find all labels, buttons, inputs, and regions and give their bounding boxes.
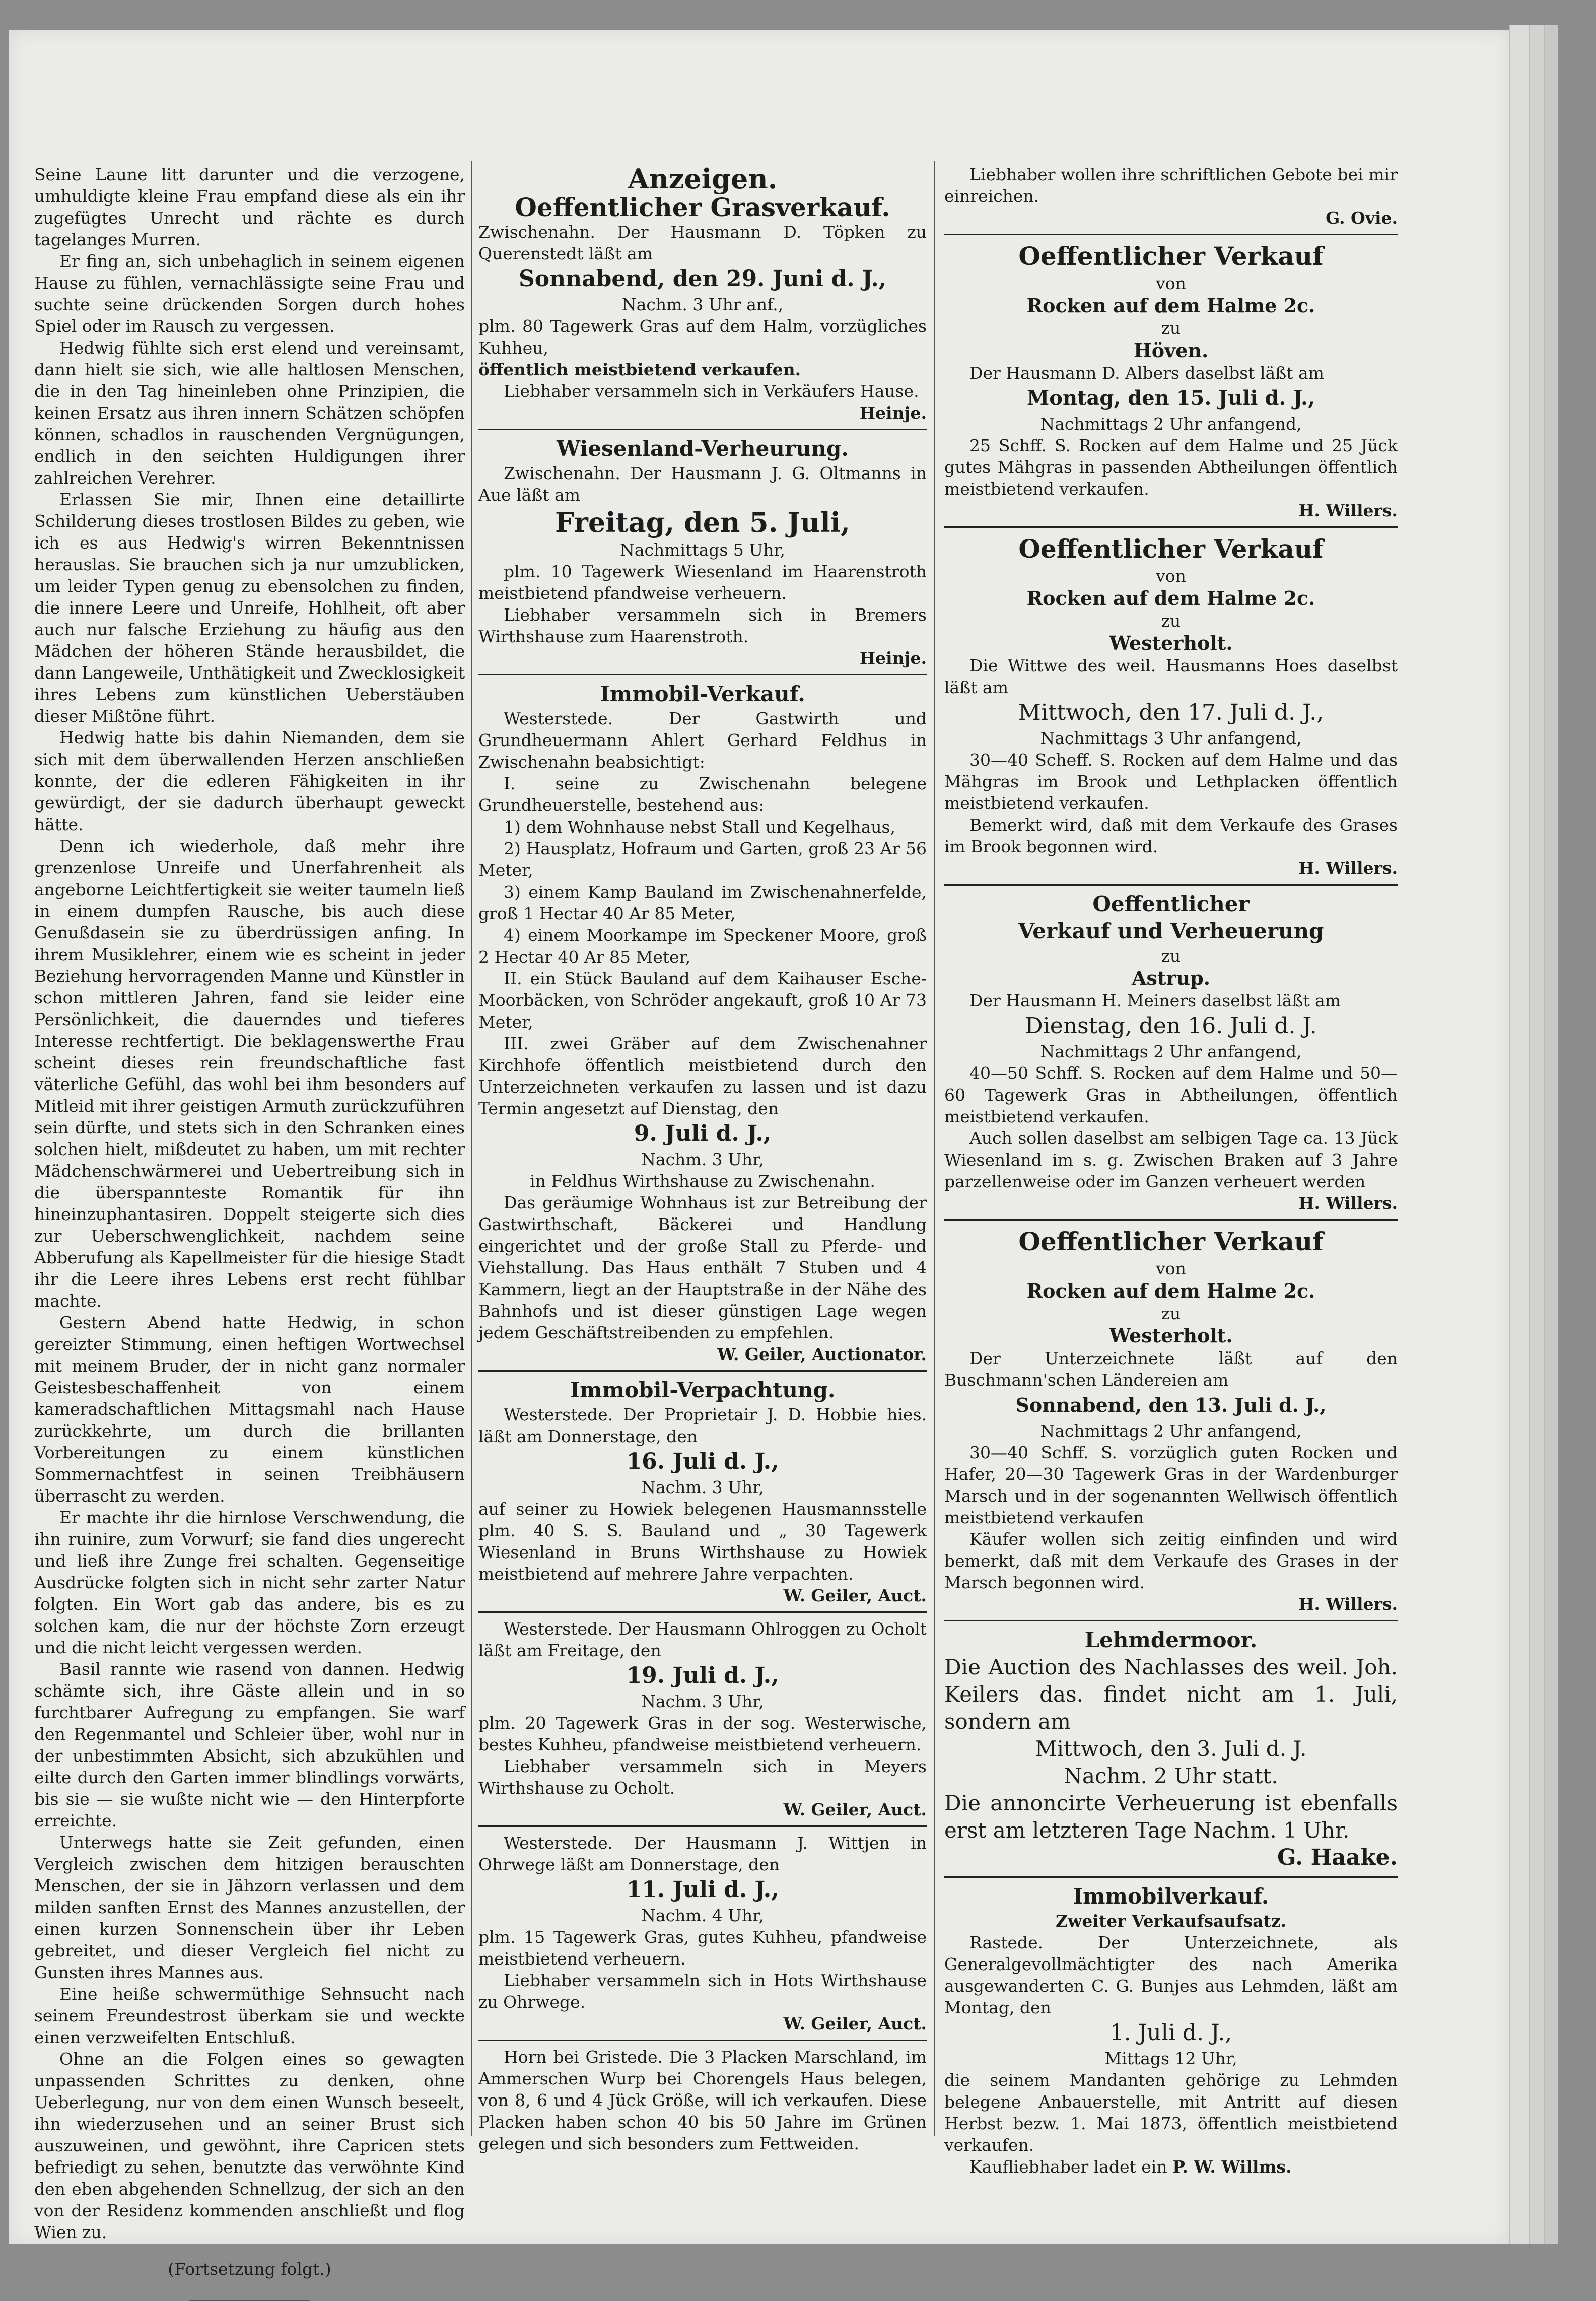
ads-column [944, 164, 1398, 2178]
story-paragraph: Seine Laune litt darunter und die verzogene, umhuldigte kleine Frau empfand diese als ein ihr zugefügtes Unrecht und rächte es durch tagelanges Murren. [34, 165, 465, 249]
ad-time: Nachmittags 5 Uhr, [619, 540, 786, 560]
ad-text: plm. 20 Tagewerk Gras in der sog. Westerwische, bestes Kuhheu, pfandweise meistbietend verheuern. [478, 1713, 927, 1754]
ad-time: Nachm. 3 Uhr anf., [621, 295, 784, 314]
ad-divider [478, 2040, 927, 2041]
ad-signature: H. Willers. [1298, 501, 1398, 520]
ad-date: 1. Juli d. J., [1109, 2020, 1232, 2046]
ad-text: Liebhaber wollen ihre schriftlichen Gebote bei mir einreichen. [944, 165, 1398, 206]
ad-text [944, 2156, 1398, 2178]
ad-text: Rastede. Der Unterzeichnete, als Generalgevollmächtigter des nach Amerika ausgewanderten C. G. Bunjes aus Lehmden, läßt am Montag, den [944, 1933, 1398, 2017]
ad-time: Nachmittags 3 Uhr anfangend, [1040, 728, 1302, 748]
ad-signature: H. Willers. [1298, 1193, 1398, 1213]
page-edge [1544, 25, 1558, 2244]
ad-title: Wiesenland-Verheurung. [556, 436, 849, 461]
ad-text: plm. 80 Tagewerk Gras auf dem Halm, vorzügliches Kuhheu, [478, 316, 927, 358]
ad-text: 40—50 Schff. S. Rocken auf dem Halme und 50—60 Tagewerk Gras in Abtheilungen, öffentlich meistbietend verkaufen. [944, 1063, 1398, 1126]
ad-divider [944, 234, 1398, 235]
ad-time: Nachmittags 2 Uhr anfangend, [1040, 1421, 1302, 1441]
ad-signature: W. Geiler, Auct. [783, 1586, 927, 1605]
ad-text: Das geräumige Wohnhaus ist zur Betreibung der Gastwirthschaft, Bäckerei und Handlung eingerichtet und der große Stall zu Pferde- und Viehstallung. Das Haus enthält 7 Stuben und 4 Kammern, liegt an der Hauptstraße in der Nähe des Bahnhofs und ist dieser günstigen Lage wegen jedem Geschäftstreibenden zu empfehlen. [478, 1193, 927, 1342]
ad-divider [478, 1611, 927, 1613]
ad-text: von [1156, 1259, 1186, 1278]
story-paragraph: Gestern Abend hatte Hedwig, in schon gereizter Stimmung, einen heftigen Wortwechsel mit meinem Bruder, der in nicht ganz normaler Geistesbeschaffenheit von einem kameradschaftlichen Mittagsmahl nach Hause zurückkehrte, um durch die brillanten Vorbereitungen zu einem künstlichen Sommernachtfest in seinen Treibhäusern überrascht zu werden. [34, 1313, 465, 1506]
ad-divider [944, 1219, 1398, 1221]
story-paragraph: Denn ich wiederhole, daß mehr ihre grenzenlose Unreife und Unerfahrenheit als angeborne Leichtfertigkeit sie weiter taumeln ließ in einem dumpfen Rausche, bis auch diese Genußdasein sie zu überdrüssigen anfing. In ihrem Musiklehrer, einem wie es scheint in jeder Beziehung hervorragenden Manne und Künstler in schon mittleren Jahren, fand sie leider eine Persönlichkeit, die dauerndes und tieferes Interesse rechtfertigt. Die beklagenswerthe Frau scheint dieses rein freundschaftliche fast väterliche Gefühl, das wohl bei ihm besonders auf Mitleid mit ihrer geistigen Armuth zurückzuführen sein dürfte, und stets sich in den Schranken eines solchen hielt, mißdeutet zu haben, um mit rechter Mädchenschwärmerei und Uebertreibung sich in die überspannteste Romantik für ihn hineinzuphantasiren. Doppelt steigerte sich dies zur Ueberschwenglichkeit, nachdem seine Abberufung als Kapellmeister für die hiesige Stadt ihr die Leere ihres Lebens erst recht fühlbar machte. [34, 836, 465, 1311]
ad-title: Immobilverkauf. [1073, 1884, 1269, 1909]
ad-text: die seinem Mandanten gehörige zu Lehmden belegene Anbauerstelle, mit Antritt auf diesen Herbst bezw. 1. Mai 1873, öffentlich meistbietend verkaufen. [944, 2070, 1398, 2155]
ad-text: zu [1161, 611, 1181, 631]
ad-date: Montag, den 15. Juli d. J., [1026, 386, 1315, 410]
ad-time: Nachm. 3 Uhr, [641, 1477, 764, 1497]
ad-text: öffentlich meistbietend verkaufen. [478, 360, 801, 379]
ad-text: Die Wittwe des weil. Hausmanns Hoes daselbst läßt am [944, 656, 1398, 697]
ad-place: Astrup. [1132, 967, 1210, 989]
ad-text: zu [1161, 946, 1181, 966]
story-paragraph: Erlassen Sie mir, Ihnen eine detaillirte Schilderung dieses trostlosen Bildes zu geben, wie ich es aus Hedwig's wirren Bekenntnissen herauslas. Sie brauchen sich ja nur umzublicken, um leider Typen genug zu ebensolchen zu finden, die innere Leere und Unreife, Hohlheit, oft aber auch nur falsche Erziehung zu häufig aus den Mädchen der höheren Stände herausbildet, die dann Langeweile, Unthätigkeit und Zwecklosigkeit ihres Lebens zum künstlichen Ueberstäuben dieser Mißtöne führt. [34, 490, 465, 726]
ad-date: 19. Juli d. J., [626, 1663, 779, 1688]
ad-time: Nachm. 3 Uhr, [641, 1691, 764, 1711]
ad-text: Der Hausmann D. Albers daselbst läßt am [969, 363, 1324, 383]
ad-signature: P. W. Willms. [1172, 2157, 1292, 2177]
ad-subtitle: Rocken auf dem Halme 2c. [1026, 587, 1315, 610]
section-heading: Anzeigen. [628, 163, 778, 195]
ad-text: in Feldhus Wirthshause zu Zwischenahn. [530, 1171, 875, 1191]
ad-text: 30—40 Schff. S. vorzüglich guten Rocken und Hafer, 20—30 Tagewerk Gras in der Wardenburger Marsch und in der sogenannten Wellwisch öffentlich meistbietend verkaufen [944, 1443, 1398, 1527]
ad-signature: H. Willers. [1298, 1594, 1398, 1614]
ad-text: Der Hausmann H. Meiners daselbst läßt am [969, 991, 1341, 1010]
ad-title: Oeffentlicher Verkauf [1018, 1227, 1324, 1256]
story-paragraph: Basil rannte wie rasend von dannen. Hedwig schämte sich, ihre Gäste allein und in so furchtbarer Aufregung zu empfangen. Sie warf den Regenmantel und Schleier über, wohl nur in der unbestimmten Absicht, sich abzukühlen und eilte durch den Garten immer blindlings vorwärts, bis sie — sie wußte nicht wie — den Hinterpforte erreichte. [34, 1659, 465, 1831]
ad-divider [478, 674, 927, 675]
ad-place: Westerholt. [1109, 632, 1233, 654]
ad-time: Nachmittags 2 Uhr anfangend, [1040, 1042, 1302, 1061]
ad-date: Mittwoch, den 3. Juli d. J. [1035, 1736, 1307, 1761]
ad-closing: Kaufliebhaber ladet ein [969, 2157, 1167, 2177]
ad-time: Nachmittags 2 Uhr anfangend, [1040, 414, 1302, 434]
column-rule [471, 161, 472, 2136]
ad-signature: H. Willers. [1298, 858, 1398, 878]
ad-signature: Heinje. [859, 648, 927, 668]
ad-divider [478, 1825, 927, 1827]
ad-text: Westerstede. Der Hausmann J. Wittjen in Ohrwege läßt am Donnerstage, den [478, 1833, 927, 1874]
ad-divider [478, 429, 927, 430]
story-paragraph: Unterwegs hatte sie Zeit gefunden, einen Vergleich zwischen dem hitzigen berauschten Menschen, der sie in Jähzorn verlassen und dem milden sanften Ernst des Mannes anzustellen, der einen kurzen Sonnenschein über ihr Leben gebreitet, und dieser Vergleich fiel nicht zu Gunsten ihres Mannes aus. [34, 1833, 465, 1982]
ad-title: Oeffentlicher Verkauf [1018, 241, 1324, 271]
ad-text: plm. 10 Tagewerk Wiesenland im Haarenstroth meistbietend pfandweise verheuern. [478, 562, 927, 603]
ad-place: Westerholt. [1109, 1324, 1233, 1347]
story-paragraph: Er fing an, sich unbehaglich in seinem eigenen Hause zu fühlen, vernachlässigte seine Frau und suchte seine drückenden Sorgen durch hohes Spiel oder im Rausch zu vergessen. [34, 251, 465, 336]
story-paragraph: Hedwig fühlte sich erst elend und vereinsamt, dann hielt sie sich, wie alle haltlosen Menschen, die in den Tag hineinleben ohne Prinzipien, die keinen Ersatz aus ihren innern Schätzen schöpfen können, schadlos in rauschenden Vergnügungen, endlich in den seichten Huldigungen ihrer zahlreichen Verehrer. [34, 338, 465, 488]
ad-signature: G. Ovie. [1326, 208, 1398, 228]
ad-text: Zwischenahn. Der Hausmann J. G. Oltmanns in Aue läßt am [478, 463, 927, 505]
ad-divider [944, 526, 1398, 528]
ad-date: 16. Juli d. J., [626, 1449, 779, 1474]
ad-time: Mittags 12 Uhr, [1104, 2049, 1237, 2068]
ad-text: Die annoncirte Verheuerung ist ebenfalls erst am letzteren Tage Nachm. 1 Uhr. [944, 1791, 1398, 1843]
ad-text: II. ein Stück Bauland auf dem Kaihauser Esche-Moorbäcken, von Schröder angekauft, groß 10 Ar 73 Meter, [478, 969, 927, 1032]
ad-text: Liebhaber versammeln sich in Bremers Wirthshause zum Haarenstroth. [478, 605, 927, 646]
ad-list-item: 2) Hausplatz, Hofraum und Garten, groß 23 Ar 56 Meter, [478, 839, 927, 880]
ad-date: Mittwoch, den 17. Juli d. J., [1018, 700, 1324, 725]
ad-text: Liebhaber versammeln sich in Meyers Wirthshause zu Ocholt. [478, 1756, 927, 1798]
ad-text: Die Auction des Nachlasses des weil. Joh. Keilers das. findet nicht am 1. Juli, sondern am [944, 1655, 1398, 1734]
ad-title: Verkauf und Verheuerung [1018, 919, 1324, 943]
ad-subtitle: Rocken auf dem Halme 2c. [1026, 294, 1315, 317]
ad-list-item: 3) einem Kamp Bauland im Zwischenahnerfelde, groß 1 Hectar 40 Ar 85 Meter, [478, 882, 927, 923]
ad-date: 9. Juli d. J., [634, 1121, 772, 1146]
ad-date: 11. Juli d. J., [626, 1877, 779, 1903]
ad-text: Westerstede. Der Gastwirth und Grundheuermann Ahlert Gerhard Feldhus in Zwischenahn beabsichtigt: [478, 709, 927, 772]
ad-text: Der Unterzeichnete läßt auf den Buschmann'schen Ländereien am [944, 1348, 1398, 1390]
column-rule [934, 161, 935, 2136]
ad-divider [478, 1370, 927, 1372]
ad-text: Westerstede. Der Proprietair J. D. Hobbie hies. läßt am Donnerstage, den [478, 1405, 927, 1446]
ad-text: I. seine zu Zwischenahn belegene Grundheuerstelle, bestehend aus: [478, 774, 927, 815]
continued-note: (Fortsetzung folgt.) [168, 2259, 331, 2279]
story-paragraph: Hedwig hatte bis dahin Niemanden, dem sie sich mit dem überwallenden Herzen anschließen konnte, der die edleren Fähigkeiten in ihr gewürdigt, der sie dadurch überhaupt geweckt hätte. [34, 728, 465, 834]
ad-text: Horn bei Gristede. Die 3 Placken Marschland, im Ammerschen Wurp bei Chorengels Haus belegen, von 8, 6 und 4 Jück Größe, will ich verkaufen. Diese Placken haben schon 40 bis 50 Jahre im Grünen gelegen und sich besonders zum Fettweiden. [478, 2047, 927, 2153]
ad-text: III. zwei Gräber auf dem Zwischenahner Kirchhofe öffentlich meistbietend durch den Unterzeichneten verkaufen zu lassen und ist dazu Termin angesetzt auf Dienstag, den [478, 1034, 927, 1118]
ad-title: Immobil-Verpachtung. [570, 1378, 836, 1402]
ad-text: 30—40 Scheff. S. Rocken auf dem Halme und das Mähgras im Brook und Lethplacken öffentlich meistbietend verkaufen. [944, 750, 1398, 813]
ad-divider [944, 884, 1398, 886]
ad-place: Höven. [1133, 339, 1209, 362]
ad-time: Nachm. 2 Uhr statt. [1064, 1764, 1278, 1788]
ad-time: Nachm. 4 Uhr, [641, 1906, 764, 1925]
ad-subtitle: Zweiter Verkaufsaufsatz. [1055, 1911, 1287, 1931]
ad-text: plm. 15 Tagewerk Gras, gutes Kuhheu, pfandweise meistbietend verheuern. [478, 1927, 927, 1969]
ads-column [478, 164, 927, 2154]
ad-text: Westerstede. Der Hausmann Ohlroggen zu Ocholt läßt am Freitage, den [478, 1619, 927, 1660]
ad-date: Sonnabend, den 13. Juli d. J., [1015, 1394, 1327, 1416]
ad-text: 25 Schff. S. Rocken auf dem Halme und 25 Jück gutes Mähgras in passenden Abtheilungen öffentlich meistbietend verkaufen. [944, 436, 1398, 499]
ad-text: von [1156, 566, 1186, 586]
ad-signature: G. Haake. [1277, 1845, 1398, 1870]
story-paragraph: Ohne an die Folgen eines so gewagten unpassenden Schrittes zu denken, ohne Ueberlegung, nur von dem einen Wunsch beseelt, ihn wiederzusehen und an seiner Brust sich auszuweinen, und gewöhnt, ihre Capricen stets befriedigt zu sehen, benutzte das verwöhnte Kind den eben abgehenden Schnellzug, der sich an den von der Residenz kommenden anschließt und flog Wien zu. [34, 2049, 465, 2242]
ad-time: Nachm. 3 Uhr, [641, 1149, 764, 1169]
ad-text: Liebhaber versammeln sich in Hots Wirthshause zu Ohrwege. [478, 1971, 927, 2012]
ad-text: zu [1161, 1304, 1181, 1323]
ad-list-item: 4) einem Moorkampe im Speckener Moore, groß 2 Hectar 40 Ar 85 Meter, [478, 925, 927, 967]
ad-title: Oeffentlicher [1092, 892, 1250, 916]
ad-title: Oeffentlicher Grasverkauf. [515, 192, 890, 222]
page-edge [1529, 25, 1545, 2244]
ad-text: Zwischenahn. Der Hausmann D. Töpken zu Querenstedt läßt am [478, 222, 927, 263]
ad-signature: W. Geiler, Auctionator. [717, 1344, 927, 1364]
ad-title: Immobil-Verkauf. [600, 682, 805, 706]
ad-divider [944, 1876, 1398, 1878]
story-column [34, 164, 465, 2301]
ad-text: auf seiner zu Howiek belegenen Hausmannsstelle plm. 40 S. S. Bauland und „ 30 Tagewerk Wiesenland in Bruns Wirthshause zu Howiek meistbietend auf mehrere Jahre verpachten. [478, 1499, 927, 1584]
story-paragraph: Eine heiße schwermüthige Sehnsucht nach seinem Freundestrost überkam sie und weckte einen verzweifelten Entschluß. [34, 1984, 465, 2047]
ad-list-item: 1) dem Wohnhause nebst Stall und Kegelhaus, [504, 817, 895, 837]
ad-signature: Heinje. [859, 403, 927, 423]
ad-date: Dienstag, den 16. Juli d. J. [1025, 1013, 1317, 1039]
page-edge [1509, 25, 1530, 2244]
ad-text: Auch sollen daselbst am selbigen Tage ca. 13 Jück Wiesenland im s. g. Zwischen Braken auf 3 Jahre parzellenweise oder im Ganzen verheuert werden [944, 1128, 1398, 1191]
ad-divider [944, 1620, 1398, 1621]
ad-title: Oeffentlicher Verkauf [1018, 534, 1324, 564]
ad-date: Freitag, den 5. Juli, [555, 506, 850, 538]
ad-text: Liebhaber versammeln sich in Verkäufers Hause. [504, 381, 919, 401]
ad-signature: W. Geiler, Auct. [783, 2014, 927, 2034]
ad-text: von [1156, 274, 1186, 293]
ad-text: Bemerkt wird, daß mit dem Verkaufe des Grases im Brook begonnen wird. [944, 815, 1398, 856]
story-paragraph: Er machte ihr die hirnlose Verschwendung, die ihn ruinire, zum Vorwurf; sie fand dies ungerecht und ließ ihre Zunge frei schalten. Gegenseitige Ausdrücke folgten sich in nicht sehr zarter Natur folgten. Ein Wort gab das andere, bis es zu solchen kam, die nur der höchste Zorn erzeugt und die nicht leicht vergessen werden. [34, 1508, 465, 1657]
ad-title: Lehmdermoor. [1084, 1628, 1258, 1652]
ad-text: Käufer wollen sich zeitig einfinden und wird bemerkt, daß mit dem Verkaufe des Grases in der Marsch begonnen wird. [944, 1529, 1398, 1592]
ad-text: zu [1161, 318, 1181, 338]
ad-signature: W. Geiler, Auct. [783, 1800, 927, 1819]
ad-date: Sonnabend, den 29. Juni d. J., [519, 266, 886, 292]
ad-subtitle: Rocken auf dem Halme 2c. [1026, 1279, 1315, 1302]
